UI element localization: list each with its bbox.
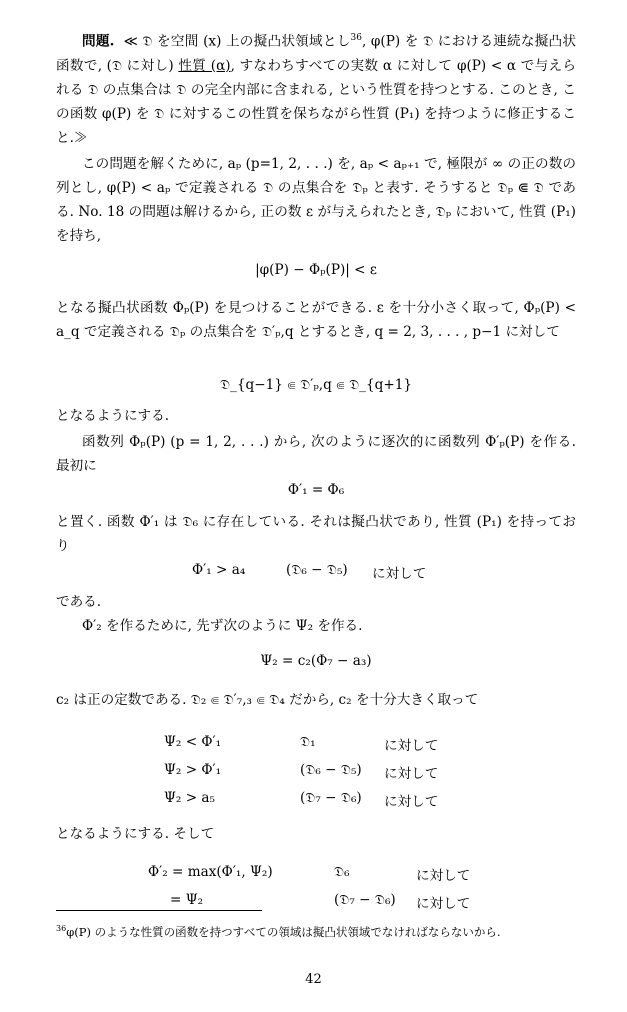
footnote-text: φ(P) のような性質の函数を持つすべての領域は擬凸状領域でなければならないから. xyxy=(66,925,501,939)
equation-approximation: |φ(P) − Φₚ(P)| < ε xyxy=(255,262,377,278)
paragraph-construct-psi: Φ′₂ を作るために, 先ず次のように Ψ₂ を作る. xyxy=(82,618,363,634)
phi1-bound-lhs: Φ′₁ > a₄ xyxy=(192,562,246,578)
paragraph-then: となるようにする. そして xyxy=(56,826,215,842)
condition-lhs: Ψ₂ < Φ′₁ xyxy=(164,734,222,750)
paragraph-set: と置く. 函数 Φ′₁ は 𝔇₆ に存在している. それは擬凸状であり, 性質 (P₁) を持っており xyxy=(56,514,576,554)
paragraph-sequence: 函数列 Φₚ(P) (p = 1, 2, . . .) から, 次のように逐次的に函数列 Φ′ₚ(P) を作る. 最初に xyxy=(56,434,576,474)
condition-suffix: に対して xyxy=(384,738,439,754)
definition-domain: 𝔇₆ xyxy=(334,864,350,880)
paragraph-constant: c₂ は正の定数である. 𝔇₂ ⋐ 𝔇′₇,₃ ⋐ 𝔇₄ だから, c₂ を十分大きく取って xyxy=(56,692,479,708)
equation-inclusion: 𝔇_{q−1} ⋐ 𝔇′ₚ,q ⋐ 𝔇_{q+1} xyxy=(219,377,413,393)
paragraph-approach: この問題を解くために, aₚ (p=1, 2, . . .) を, aₚ < aₚ₊₁ で, 極限が ∞ の正の数の列とし, φ(P) < aₚ で定義される 𝔇 の点集合を 𝔇ₚ と表す. そうすると 𝔇ₚ ⋐ 𝔇 である. No. 18 の問題は解けるから, 正の数 ε が与えられたとき, 𝔇ₚ において, 性質 (P₁) を持ち, xyxy=(56,156,576,244)
paragraph-find-function: となる擬凸状函数 Φₚ(P) を見つけることができる. ε を十分小さく取って, Φₚ(P) < a_q で定義される 𝔇ₚ の点集合を 𝔇′ₚ,q とするとき, q = 2, 3, . . . , p−1 に対して xyxy=(56,300,576,340)
equation-initial: Φ′₁ = Φ₆ xyxy=(287,482,345,498)
condition-suffix: に対して xyxy=(384,794,439,810)
problem-text-c: , すなわちすべての実数 α に対して φ(P) < α で与えられる 𝔇 の点集合は 𝔇 の完全内部に含まれる, という性質を持つとする. このとき, この函数 φ(P) を 𝔇 に対するこの性質を保ちながら性質 (P₁) を持つように修正すること.≫ xyxy=(56,57,576,146)
condition-lhs: Ψ₂ > Φ′₁ xyxy=(164,762,222,778)
footnote xyxy=(56,924,596,940)
condition-domain: (𝔇₇ − 𝔇₆) xyxy=(300,790,362,806)
footnote-divider xyxy=(56,910,262,911)
definition-suffix: に対して xyxy=(416,896,471,912)
property-alpha-term: 性質 (α) xyxy=(178,57,231,74)
paragraph-de-aru: である. xyxy=(56,594,102,610)
problem-text-a: ≪ 𝔇 を空間 (x) 上の擬凸状領域とし xyxy=(123,33,351,50)
phi1-bound-suffix: に対して xyxy=(372,566,427,582)
problem-text-b: , φ(P) を 𝔇 における連続な擬凸状函数で, (𝔇 に対し) xyxy=(56,33,576,74)
condition-lhs: Ψ₂ > a₅ xyxy=(164,790,215,806)
footnote-mark: 36 xyxy=(56,924,67,934)
condition-domain: (𝔇₆ − 𝔇₅) xyxy=(300,762,362,778)
definition-domain: (𝔇₇ − 𝔇₆) xyxy=(334,892,396,908)
definition-suffix: に対して xyxy=(416,868,471,884)
definition-lhs: = Ψ₂ xyxy=(170,892,204,908)
paragraph-condition: となるようにする. xyxy=(56,408,170,424)
condition-suffix: に対して xyxy=(384,766,439,782)
phi1-bound-domain: (𝔇₆ − 𝔇₅) xyxy=(286,562,348,578)
problem-label: 問題. xyxy=(82,33,115,50)
equation-psi2: Ψ₂ = c₂(Φ₇ − a₃) xyxy=(260,653,372,669)
condition-domain: 𝔇₁ xyxy=(300,734,316,750)
problem-statement xyxy=(56,26,576,150)
definition-lhs: Φ′₂ = max(Φ′₁, Ψ₂) xyxy=(148,864,273,880)
footnote-ref[interactable]: 36 xyxy=(350,33,362,43)
page-number: 42 xyxy=(305,972,322,987)
